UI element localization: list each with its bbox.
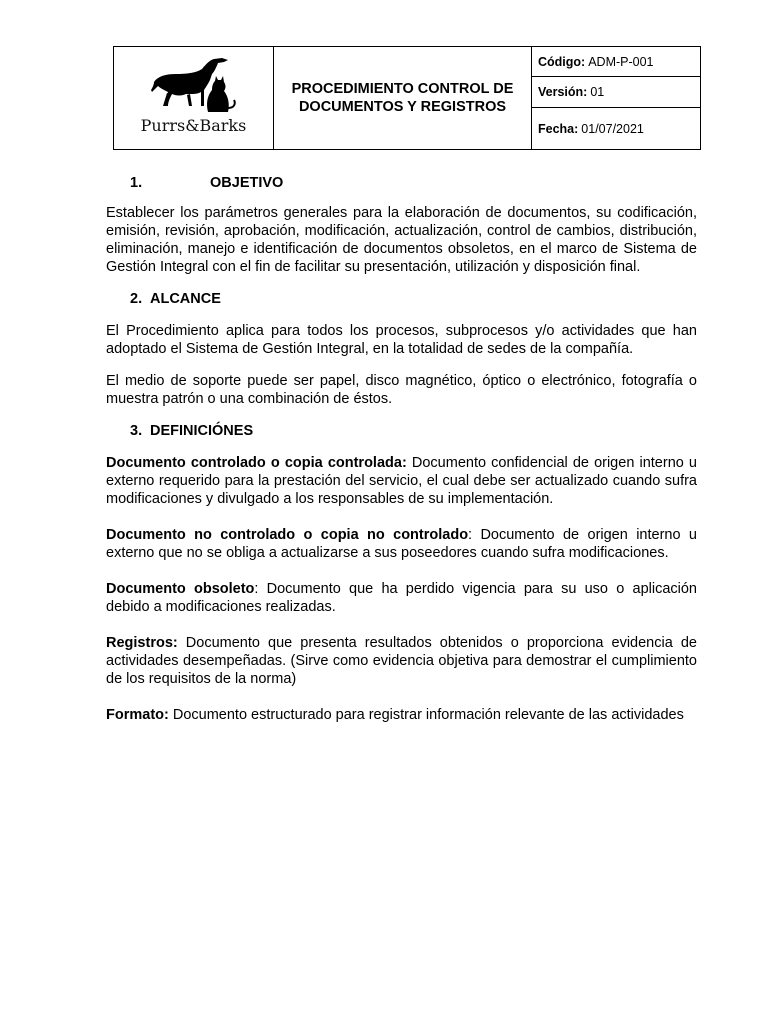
- definition-text: Documento estructurado para registrar información relevante de las actividades: [168, 707, 684, 723]
- fecha-value: 01/07/2021: [581, 121, 644, 136]
- codigo-label: Código:: [538, 54, 586, 69]
- document-title: PROCEDIMIENTO CONTROL DE DOCUMENTOS Y REGISTROS: [274, 47, 532, 149]
- section-number: 2.: [130, 291, 143, 307]
- alcance-paragraph-2: El medio de soporte puede ser papel, disco magnético, óptico o electrónico, fotografía o muestra patrón o una combinación de éstos.: [106, 373, 697, 407]
- objetivo-paragraph: Establecer los parámetros generales para la elaboración de documentos, su codificación, emisión, revisión, aprobación, modificación, actualización, control de cambios, distribución, eliminación, manejo e identificación de documentos obsoletos, en el marco de Sistema de Gestión Integral con el fin de facilitar su presentación, utilización y disposición final.: [106, 205, 697, 275]
- definition-term: Formato:: [106, 707, 169, 723]
- fecha-row: [532, 107, 700, 149]
- version-value: 01: [590, 85, 605, 99]
- version-row: [532, 76, 700, 107]
- document-meta: [532, 47, 700, 149]
- definition-item: [106, 454, 697, 508]
- definition-text: : Documento de origen interno u externo que no se obliga a actualizarse a sus poseedores cuando sufra modificaciones.: [106, 527, 697, 561]
- dog-and-cat-logo-icon: [146, 54, 242, 114]
- alcance-paragraph-1: El Procedimiento aplica para todos los procesos, subprocesos y/o actividades que han adoptado el Sistema de Gestión Integral, en la totalidad de sedes de la compañía.: [106, 323, 697, 357]
- definition-term: Documento controlado o copia controlada:: [106, 455, 407, 471]
- section-heading-definiciones: [130, 422, 697, 440]
- definition-text: Documento que presenta resultados obtenidos o proporciona evidencia de actividades desempeñadas. (Sirve como evidencia objetiva para demostrar el cumplimiento de los requisitos de la norma): [106, 635, 697, 687]
- section-title: DEFINICIÓNES: [150, 423, 254, 439]
- section-title: OBJETIVO: [210, 175, 284, 191]
- section-number: 1.: [130, 175, 143, 191]
- section-title: ALCANCE: [150, 291, 221, 307]
- fecha-label: Fecha:: [538, 121, 579, 136]
- definition-term: Documento obsoleto: [106, 581, 255, 597]
- definition-item: [106, 526, 697, 562]
- codigo-row: [532, 47, 700, 76]
- brand-name: Purrs&Barks: [140, 116, 247, 135]
- section-heading-alcance: [130, 290, 697, 308]
- section-heading-objetivo: [130, 174, 697, 192]
- document-header: [113, 46, 701, 150]
- definition-item: [106, 580, 697, 616]
- definition-item: [106, 706, 697, 724]
- version-label: Versión:: [538, 85, 588, 99]
- logo-cell: [114, 47, 274, 149]
- definition-term: Documento no controlado o copia no controlado: [106, 527, 469, 543]
- section-number: 3.: [130, 423, 143, 439]
- definition-term: Registros:: [106, 635, 178, 651]
- definition-item: [106, 634, 697, 688]
- codigo-value: ADM-P-001: [588, 54, 654, 69]
- definition-text: : Documento que ha perdido vigencia para su uso o aplicación debido a modificaciones realizadas.: [106, 581, 697, 615]
- document-body: [106, 174, 697, 742]
- definition-text: Documento confidencial de origen interno u externo requerido para la prestación del servicio, el cual debe ser actualizado cuando sufra modificaciones y divulgado a los responsables de su implementación.: [106, 455, 697, 507]
